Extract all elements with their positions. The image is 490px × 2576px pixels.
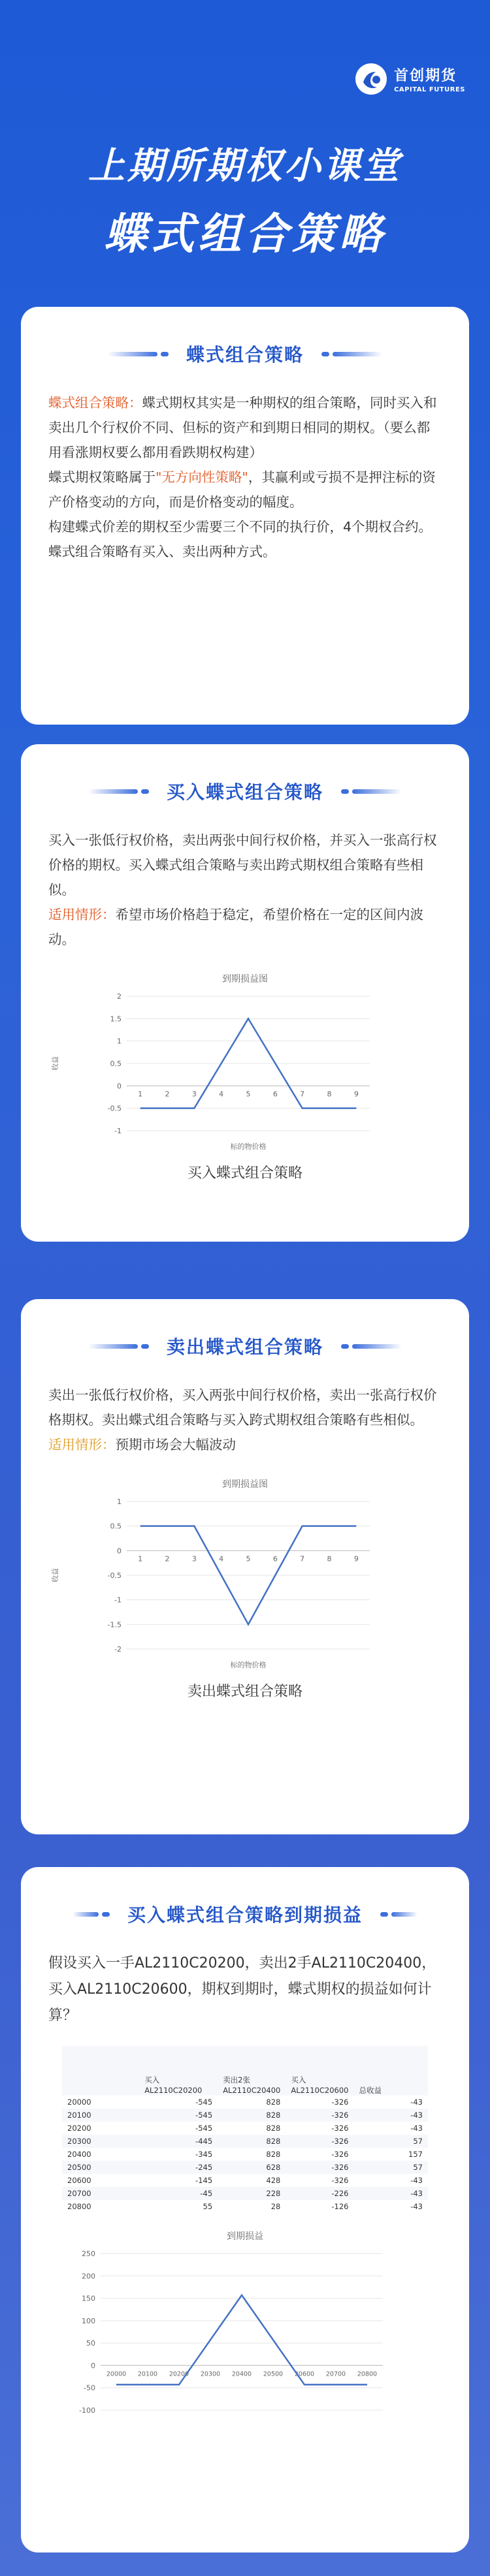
table-cell: -345 [195,2150,213,2159]
table-cell: -43 [410,2097,423,2107]
table-cell: 20700 [62,2187,139,2200]
chart-title: 到期损益 [227,2231,263,2242]
table-cell: 20600 [67,2176,91,2185]
chart-buy-butterfly [48,970,442,1155]
section-body [48,828,442,952]
table-cell: -545 [139,2109,218,2122]
table-cell: -145 [195,2176,213,2185]
x-tick-label: 4 [219,1554,224,1563]
x-tick-label: 20400 [231,2370,252,2378]
x-tick-label: 20500 [263,2370,284,2378]
table-header-row [62,2046,428,2096]
paragraph-text: 预期市场会大幅波动 [115,1437,236,1453]
paragraph: 卖出一张低行权价格，买入两张中间行权价格，卖出一张高行权价格期权。卖出蝶式组合策略与买入跨式期权组合策略有些相似。 [48,1387,437,1428]
x-tick-label: 3 [191,1554,197,1563]
chart-caption: 买入蝶式组合策略 [187,1165,302,1182]
table-cell: -45 [139,2187,218,2200]
page-title: 上期所期权小课堂 [88,145,402,187]
table-cell: 55 [203,2202,213,2211]
y-tick-label: -0.5 [107,1104,122,1113]
x-tick-label: 20100 [137,2370,158,2378]
title-decoration-right [377,1912,417,1917]
table-cell: -545 [195,2097,213,2107]
highlight-label: 适用情形： [48,907,116,922]
x-axis-label: 标的物价格 [230,1661,267,1669]
table-row [62,2200,428,2213]
y-tick-label: 0 [117,1082,122,1091]
pl-table [62,2046,428,2213]
paragraph [48,390,442,465]
x-tick-label: 9 [353,1554,359,1563]
table-cell: 20200 [67,2124,91,2133]
x-tick-label: 20800 [357,2370,378,2378]
table-cell: 828 [266,2124,281,2133]
table-cell: -43 [354,2187,429,2200]
paragraph: 构建蝶式价差的期权至少需要三个不同的执行价，4个期权合约。 [48,519,433,535]
table-cell: -326 [286,2161,353,2174]
y-tick-label: 150 [82,2294,95,2303]
table-cell: 628 [218,2161,286,2174]
table-cell: 28 [270,2202,281,2211]
paragraph-text: 希望市场价格趋于稳定，希望价格在一定的区间内波动。 [48,907,423,947]
section-header [48,1900,442,1928]
table-row [62,2161,428,2174]
y-tick-label: -0.5 [107,1571,122,1580]
table-cell: 157 [408,2150,423,2159]
title-decoration-left [108,352,172,356]
paragraph [48,465,442,514]
x-tick-label: 2 [165,1554,170,1563]
table-cell: -43 [410,2124,423,2133]
logo-english-name: CAPITAL FUTURES [394,86,465,93]
x-tick-label: 4 [219,1090,224,1099]
paragraph: 蝶式组合策略有买入、卖出两种方式。 [48,544,276,559]
section-body [48,1951,442,2029]
x-tick-label: 1 [138,1090,143,1099]
y-tick-label: 0.5 [110,1060,122,1068]
y-tick-label: -50 [84,2383,95,2393]
x-tick-label: 8 [327,1090,332,1099]
paragraph [48,1432,442,1457]
table-row [62,2187,428,2200]
table-cell: 57 [354,2135,429,2148]
title-decoration-right [338,789,402,794]
section-intro-card [21,307,469,725]
x-tick-label: 5 [246,1554,251,1563]
page-subtitle: 蝶式组合策略 [104,209,386,259]
x-tick-label: 7 [300,1090,305,1099]
table-row [62,2135,428,2148]
x-axis-label: 标的物价格 [230,1142,267,1151]
y-tick-label: -2 [114,1645,122,1654]
section-buy-butterfly-card [21,744,469,1242]
logo-mark-icon [355,63,387,95]
table-cell: -326 [286,2135,353,2148]
table-header: 卖出2张AL2110C20400 [223,2075,281,2095]
y-tick-label: 1 [117,1498,122,1506]
table-row [62,2174,428,2187]
y-tick-label: 1.5 [110,1014,122,1024]
x-tick-label: 6 [272,1090,278,1099]
table-cell: -326 [286,2109,353,2122]
x-tick-label: 8 [327,1554,332,1563]
table-cell: 828 [218,2109,286,2122]
table-row [62,2122,428,2135]
section-expiry-pl-card [21,1867,469,2552]
chart-sell-butterfly [48,1475,442,1674]
y-tick-label: 50 [86,2339,95,2348]
payoff-chart [48,2227,442,2423]
table-row [62,2148,428,2161]
table-cell: 20300 [62,2135,139,2148]
table-header: 买入AL2110C20200 [144,2075,203,2095]
section-header [48,339,442,368]
y-tick-label: -1.5 [107,1620,122,1629]
table-cell: 828 [218,2135,286,2148]
table-cell: -326 [331,2176,349,2185]
paragraph-text: 蝶式期权策略属于 [48,469,155,485]
x-tick-label: 20700 [325,2370,346,2378]
highlight-label: 适用情形： [48,1437,116,1453]
table-cell: 20800 [67,2202,91,2211]
title-decoration-left [88,789,152,794]
table-cell: -326 [331,2150,349,2159]
highlight-quote: "无方向性策略" [155,469,248,485]
table-cell: -126 [331,2202,349,2211]
section-title: 买入蝶式组合策略到期损益 [127,1904,363,1926]
table-row [62,2109,428,2122]
table-cell: 20500 [62,2161,139,2174]
title-decoration-right [338,1344,402,1349]
paragraph-text: 蝶式期权其实是一种期权的组合策略，同时买入和卖出几个行权价不同、但标的资产和到期日相同的期权。（要么都用看涨期权要么都用看跌期权构建） [48,395,437,460]
table-cell: 228 [218,2187,286,2200]
y-tick-label: 100 [82,2316,95,2325]
table-header: 总收益 [359,2086,382,2095]
highlight-label: 蝶式组合策略： [48,395,142,411]
payoff-chart [48,970,442,1153]
x-tick-label: 20000 [106,2370,127,2378]
title-decoration-left [88,1344,152,1349]
y-tick-label: 1 [117,1037,122,1046]
section-sell-butterfly-card [21,1299,469,1834]
table-cell: -226 [286,2187,353,2200]
x-tick-label: 3 [191,1090,197,1099]
x-tick-label: 20200 [169,2370,189,2378]
table-cell: -245 [139,2161,218,2174]
brand-logo [355,63,465,95]
table-cell: -43 [354,2109,429,2122]
paragraph-text: ，其赢利或亏损不是押注标的资产价格变动的方向，而是价格变动的幅度。 [48,469,436,510]
chart-expiry-pl [48,2227,442,2426]
section-body [48,1383,442,1457]
x-tick-label: 2 [165,1090,170,1099]
table-header [62,2046,139,2096]
title-decoration-right [318,352,382,356]
x-tick-label: 20300 [200,2370,221,2378]
table-header: 买入AL2110C20600 [291,2075,349,2095]
y-tick-label: 2 [117,992,122,1001]
chart-title: 到期损益图 [222,974,268,984]
logo-name: 首创期货 [394,68,457,84]
y-axis-label: 收益 [51,1056,59,1071]
table-cell: 828 [266,2097,281,2107]
section-title: 买入蝶式组合策略 [166,781,323,803]
table-cell: 57 [354,2161,429,2174]
chart-title: 到期损益图 [222,1479,268,1490]
y-tick-label: 200 [82,2272,95,2281]
section-title: 卖出蝶式组合策略 [166,1336,323,1358]
paragraph [48,902,442,952]
y-axis-label: 收益 [51,1568,59,1582]
section-body [48,390,442,564]
y-tick-label: 0 [91,2361,95,2370]
paragraph: 假设买入一手AL2110C20200，卖出2手AL2110C20400，买入AL2110C20600，期权到期时，蝶式期权的损益如何计算？ [48,1955,436,2024]
x-tick-label: 9 [353,1090,359,1099]
title-decoration-left [73,1912,113,1917]
y-tick-label: 250 [82,2250,95,2258]
y-tick-label: -1 [114,1127,122,1135]
table-row [62,2096,428,2109]
x-tick-label: 7 [300,1554,305,1563]
table-cell: -445 [139,2135,218,2148]
table-cell: 20400 [67,2150,91,2159]
table-cell: -326 [331,2124,349,2133]
table-cell: -545 [195,2124,213,2133]
table-cell: -43 [410,2202,423,2211]
section-title: 蝶式组合策略 [186,344,304,366]
x-tick-label: 1 [138,1554,143,1563]
table-cell: -326 [331,2097,349,2107]
payoff-chart [48,1475,442,1671]
table-cell: 428 [266,2176,281,2185]
section-header [48,1332,442,1360]
table-cell: 20000 [67,2097,91,2107]
x-tick-label: 5 [246,1090,251,1099]
y-tick-label: 0 [117,1547,122,1556]
table-cell: -43 [410,2176,423,2185]
y-tick-label: -1 [114,1595,122,1605]
chart-caption: 卖出蝶式组合策略 [187,1684,302,1700]
x-tick-label: 20600 [294,2370,315,2378]
y-tick-label: -100 [79,2406,95,2415]
table-cell: 828 [266,2150,281,2159]
header [0,0,490,307]
section-header [48,777,442,806]
x-tick-label: 6 [272,1554,278,1563]
table-cell: 20100 [62,2109,139,2122]
paragraph: 买入一张低行权价格，卖出两张中间行权价格，并买入一张高行权价格的期权。买入蝶式组合策略与卖出跨式期权组合策略有些相似。 [48,832,437,898]
y-tick-label: 0.5 [110,1522,122,1531]
